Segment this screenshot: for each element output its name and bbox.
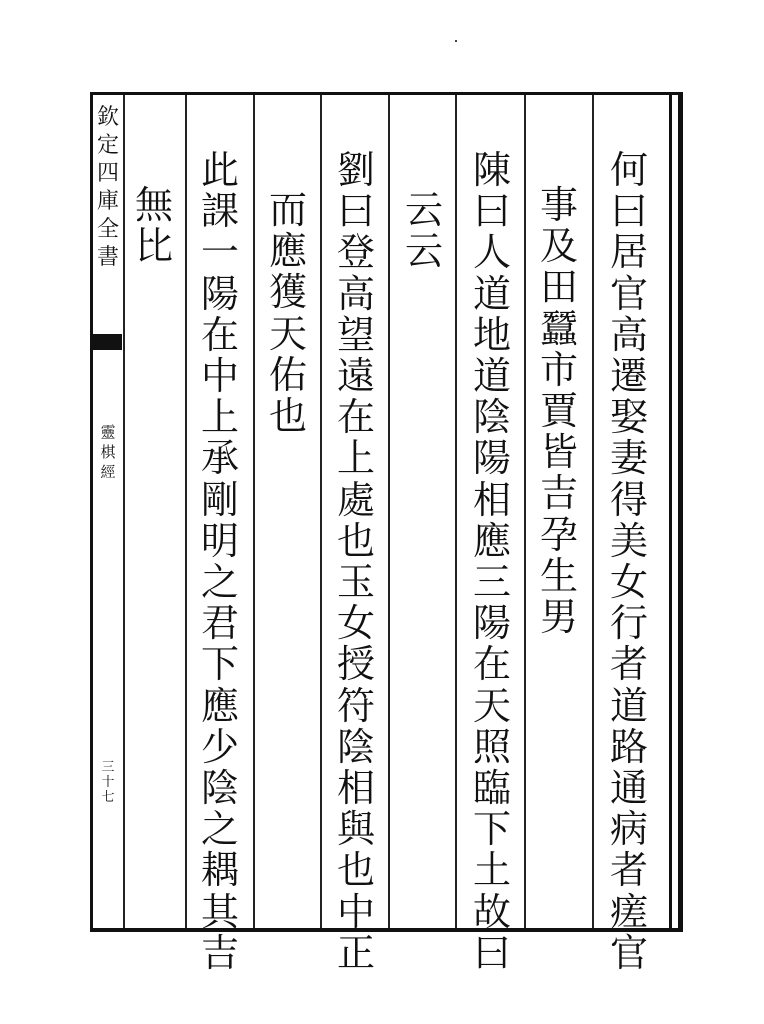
text-column-1 — [599, 150, 659, 974]
glyph: 經 — [100, 463, 116, 481]
glyph: 比 — [134, 224, 173, 269]
glyph: 課 — [200, 189, 239, 234]
glyph: 陰 — [472, 395, 511, 440]
glyph: 少 — [200, 724, 239, 769]
glyph: 陳 — [472, 148, 511, 192]
glyph: 女 — [609, 560, 648, 605]
glyph: 天 — [268, 311, 307, 356]
glyph: 應 — [472, 518, 511, 563]
glyph: 孕 — [539, 512, 578, 557]
glyph: 官 — [609, 930, 648, 975]
column-rule — [388, 95, 390, 928]
glyph: 書 — [96, 245, 119, 270]
glyph: 曰 — [472, 189, 511, 234]
glyph: 登 — [336, 230, 375, 275]
glyph: 應 — [200, 683, 239, 728]
glyph: 七 — [101, 790, 115, 805]
glyph: 承 — [200, 436, 239, 481]
ink-speck — [455, 40, 457, 42]
text-column-5 — [326, 150, 386, 974]
glyph: 得 — [609, 477, 648, 522]
glyph: 女 — [336, 601, 375, 646]
glyph: 地 — [472, 312, 511, 357]
glyph: 明 — [200, 518, 239, 563]
glyph: 此 — [200, 148, 239, 192]
glyph: 欽 — [96, 105, 119, 130]
glyph: 與 — [336, 807, 375, 852]
glyph: 靈 — [100, 423, 116, 441]
glyph: 上 — [200, 395, 239, 440]
glyph: 下 — [200, 642, 239, 687]
glyph: 獲 — [268, 270, 307, 315]
column-rule — [455, 95, 457, 928]
glyph: 玉 — [336, 560, 375, 605]
glyph: 陰 — [200, 766, 239, 811]
glyph: 庫 — [96, 189, 119, 214]
glyph: 中 — [336, 889, 375, 934]
glyph: 剛 — [200, 477, 239, 522]
glyph: 妻 — [609, 436, 648, 481]
glyph: 蠶 — [539, 306, 578, 351]
glyph: 而 — [268, 188, 307, 232]
glyph: 望 — [336, 312, 375, 357]
glyph: 十 — [101, 775, 115, 790]
glyph: 曰 — [336, 189, 375, 234]
glyph: 之 — [200, 807, 239, 852]
glyph: 四 — [96, 161, 119, 186]
glyph: 陰 — [336, 724, 375, 769]
glyph: 上 — [336, 436, 375, 481]
glyph: 曰 — [609, 189, 648, 234]
glyph: 土 — [472, 848, 511, 893]
glyph: 也 — [268, 394, 307, 439]
glyph: 吉 — [200, 930, 239, 975]
glyph: 君 — [200, 601, 239, 646]
glyph: 無 — [134, 183, 173, 227]
glyph: 通 — [609, 766, 648, 811]
glyph: 官 — [609, 271, 648, 316]
glyph: 授 — [336, 642, 375, 687]
glyph: 其 — [200, 889, 239, 934]
glyph: 陽 — [472, 601, 511, 646]
glyph: 棋 — [100, 443, 116, 461]
glyph: 也 — [336, 518, 375, 563]
glyph: 照 — [472, 724, 511, 769]
glyph: 市 — [539, 347, 578, 392]
glyph: 高 — [336, 271, 375, 316]
glyph: 者 — [609, 642, 648, 687]
text-column-3 — [462, 150, 522, 974]
column-rule — [592, 95, 594, 928]
glyph: 陽 — [200, 271, 239, 316]
glyph: 處 — [336, 477, 375, 522]
glyph: 病 — [609, 807, 648, 852]
glyph: 劉 — [336, 148, 375, 192]
glyph: 娶 — [609, 395, 648, 440]
glyph: 男 — [539, 595, 578, 640]
glyph: 路 — [609, 724, 648, 769]
column-rule — [185, 95, 187, 928]
glyph: 生 — [539, 553, 578, 598]
text-column-6 — [258, 190, 318, 437]
text-column-2 — [529, 185, 589, 638]
glyph: 三 — [101, 760, 115, 775]
book-title — [93, 422, 123, 482]
glyph: 相 — [472, 477, 511, 522]
glyph: 曰 — [472, 930, 511, 975]
glyph: 中 — [200, 354, 239, 399]
glyph: 道 — [472, 354, 511, 399]
glyph: 高 — [609, 312, 648, 357]
glyph: 陽 — [472, 436, 511, 481]
glyph: 皆 — [539, 430, 578, 475]
glyph: 耦 — [200, 848, 239, 893]
glyph: 在 — [200, 312, 239, 357]
glyph: 天 — [472, 683, 511, 728]
glyph: 道 — [472, 271, 511, 316]
glyph: 正 — [336, 930, 375, 975]
glyph: 在 — [472, 642, 511, 687]
collection-title — [93, 104, 123, 272]
glyph: 居 — [609, 230, 648, 275]
glyph: 應 — [268, 229, 307, 274]
glyph: 人 — [472, 230, 511, 275]
glyph: 之 — [200, 560, 239, 605]
glyph: 何 — [609, 148, 648, 192]
glyph: 行 — [609, 601, 648, 646]
glyph: 瘥 — [609, 889, 648, 934]
glyph: 田 — [539, 265, 578, 310]
glyph: 事 — [539, 183, 578, 227]
glyph: 賈 — [539, 389, 578, 434]
glyph: 三 — [472, 560, 511, 605]
glyph: 者 — [609, 848, 648, 893]
glyph: 下 — [472, 807, 511, 852]
column-rule — [320, 95, 322, 928]
glyph: 定 — [96, 133, 119, 158]
glyph: 佑 — [268, 352, 307, 397]
glyph: 云 — [404, 229, 443, 274]
glyph: 遠 — [336, 354, 375, 399]
frame-right-outer-border — [678, 92, 683, 932]
frame-right-border — [669, 92, 672, 932]
fishtail-marker — [92, 334, 122, 350]
glyph: 符 — [336, 683, 375, 728]
text-column-4 — [394, 190, 454, 272]
glyph: 全 — [96, 217, 119, 242]
text-column-7 — [190, 150, 250, 974]
glyph: 故 — [472, 889, 511, 934]
glyph: 臨 — [472, 766, 511, 811]
glyph: 吉 — [539, 471, 578, 516]
column-rule — [253, 95, 255, 928]
glyph: 美 — [609, 518, 648, 563]
glyph: 道 — [609, 683, 648, 728]
glyph: 也 — [336, 848, 375, 893]
glyph: 一 — [200, 230, 239, 275]
glyph: 遷 — [609, 354, 648, 399]
glyph: 及 — [539, 224, 578, 269]
column-rule — [524, 95, 526, 928]
glyph: 云 — [404, 188, 443, 232]
page-number — [93, 760, 123, 805]
glyph: 相 — [336, 766, 375, 811]
text-column-8 — [124, 185, 184, 267]
glyph: 在 — [336, 395, 375, 440]
frame-bottom-border — [92, 928, 682, 932]
